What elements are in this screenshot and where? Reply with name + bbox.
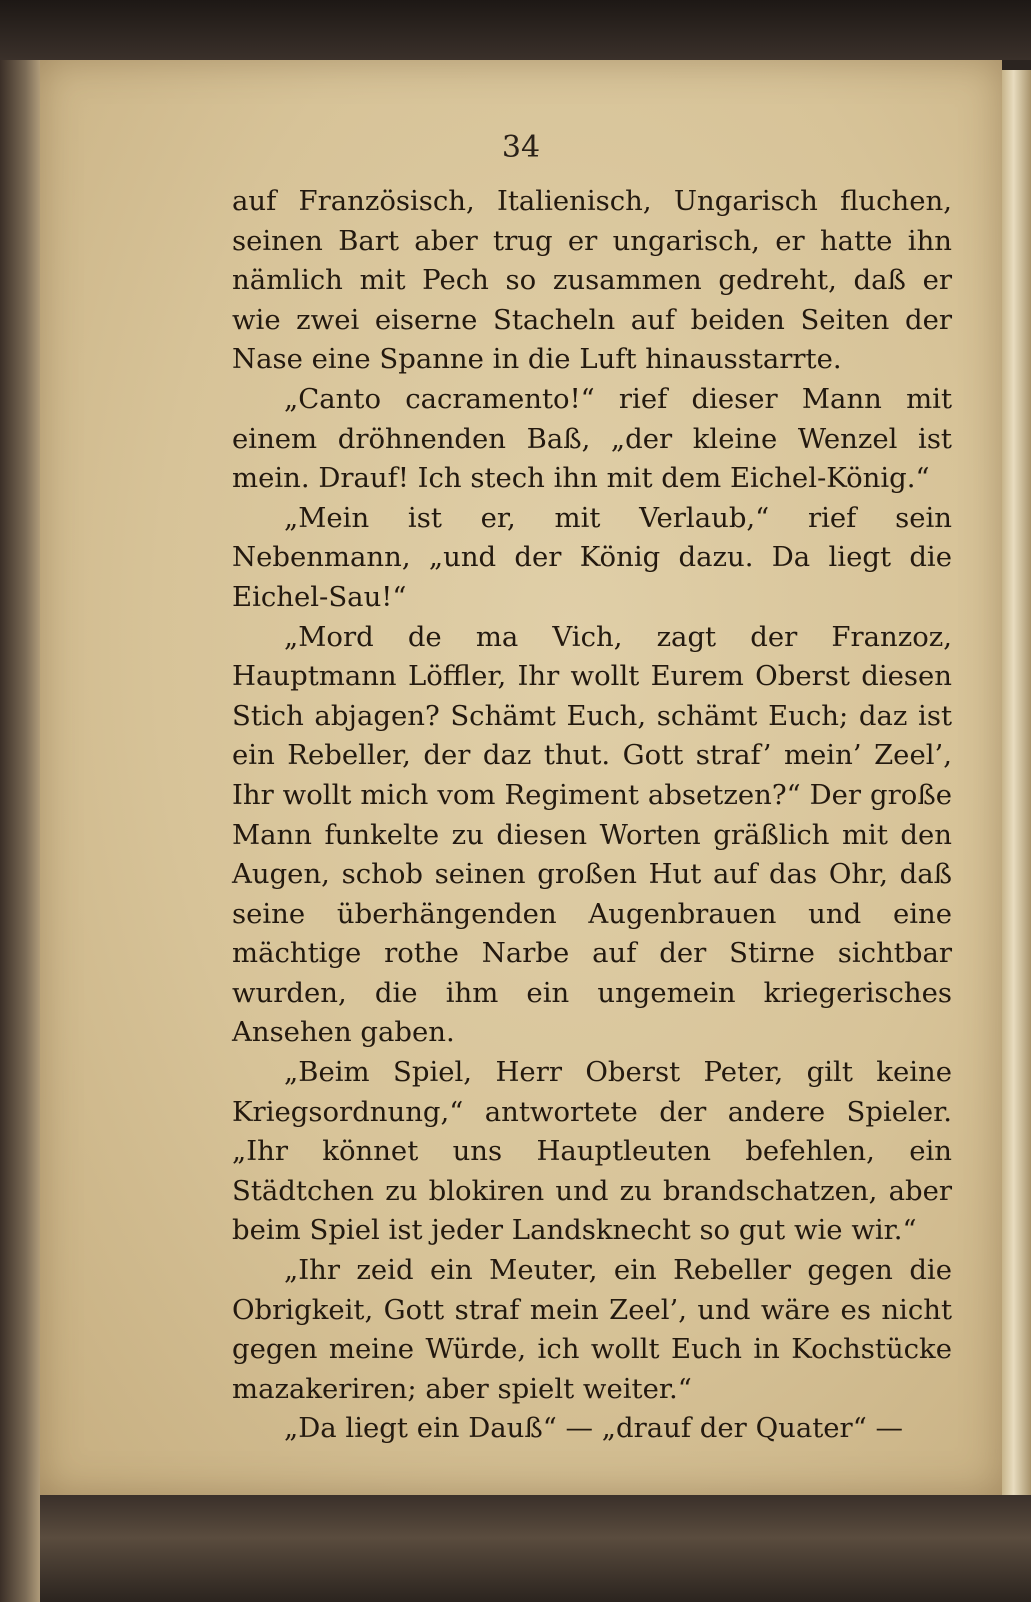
paragraph: „Mord de ma Vich, zagt der Franzoz, Hauptmann Löffler, Ihr wollt Eurem Oberst diesen Stich abjagen? Schämt Euch, schämt Euch; daz ist ein Rebeller, der daz thut. Gott straf’ mein’ Zeel’, Ihr wollt mich vom Regiment absetzen?“ Der große Mann funkelte zu diesen Worten gräßlich mit den Augen, schob seinen großen Hut auf das Ohr, daß seine überhängenden Augenbrauen und eine mächtige rothe Narbe auf der Stirne sichtbar wurden, die ihm ein ungemein kriegerisches Ansehen gaben. [232, 620, 952, 1049]
book-stacked-pages-left [0, 60, 42, 1602]
page-number: 34 [501, 130, 541, 165]
page-text [232, 182, 952, 1449]
paragraph: „Beim Spiel, Herr Oberst Peter, gilt keine Kriegsordnung,“ antwortete der andere Spieler. „Ihr könnet uns Hauptleuten befehlen, ein Städtchen zu blokiren und zu brandschatzen, aber beim Spiel ist jeder Landsknecht so gut wie wir.“ [232, 1056, 952, 1247]
paragraph: auf Französisch, Italienisch, Ungarisch fluchen, seinen Bart aber trug er ungarisch, er hatte ihn nämlich mit Pech so zusammen gedreht, daß er wie zwei eiserne Stacheln auf beiden Seiten der Nase eine Spanne in die Luft hinausstarrte. [232, 185, 952, 376]
paragraph: „Da liegt ein Dauß“ — „drauf der Quater“ — [284, 1412, 903, 1445]
book-page [40, 60, 1002, 1495]
book-cover-top [0, 0, 1031, 60]
book-page-edge-right [1002, 70, 1031, 1495]
book-cover-bottom [40, 1495, 1031, 1602]
paragraph: „Canto cacramento!“ rief dieser Mann mit einem dröhnenden Baß, „der kleine Wenzel ist mein. Drauf! Ich stech ihn mit dem Eichel-König.“ [232, 382, 952, 495]
paragraph: „Mein ist er, mit Verlaub,“ rief sein Nebenmann, „und der König dazu. Da liegt die Eichel-Sau!“ [232, 501, 952, 613]
paragraph: „Ihr zeid ein Meuter, ein Rebeller gegen die Obrigkeit, Gott straf mein Zeel’, und wäre es nicht gegen meine Würde, ich wollt Euch in Kochstücke mazakeriren; aber spielt weiter.“ [232, 1254, 952, 1405]
